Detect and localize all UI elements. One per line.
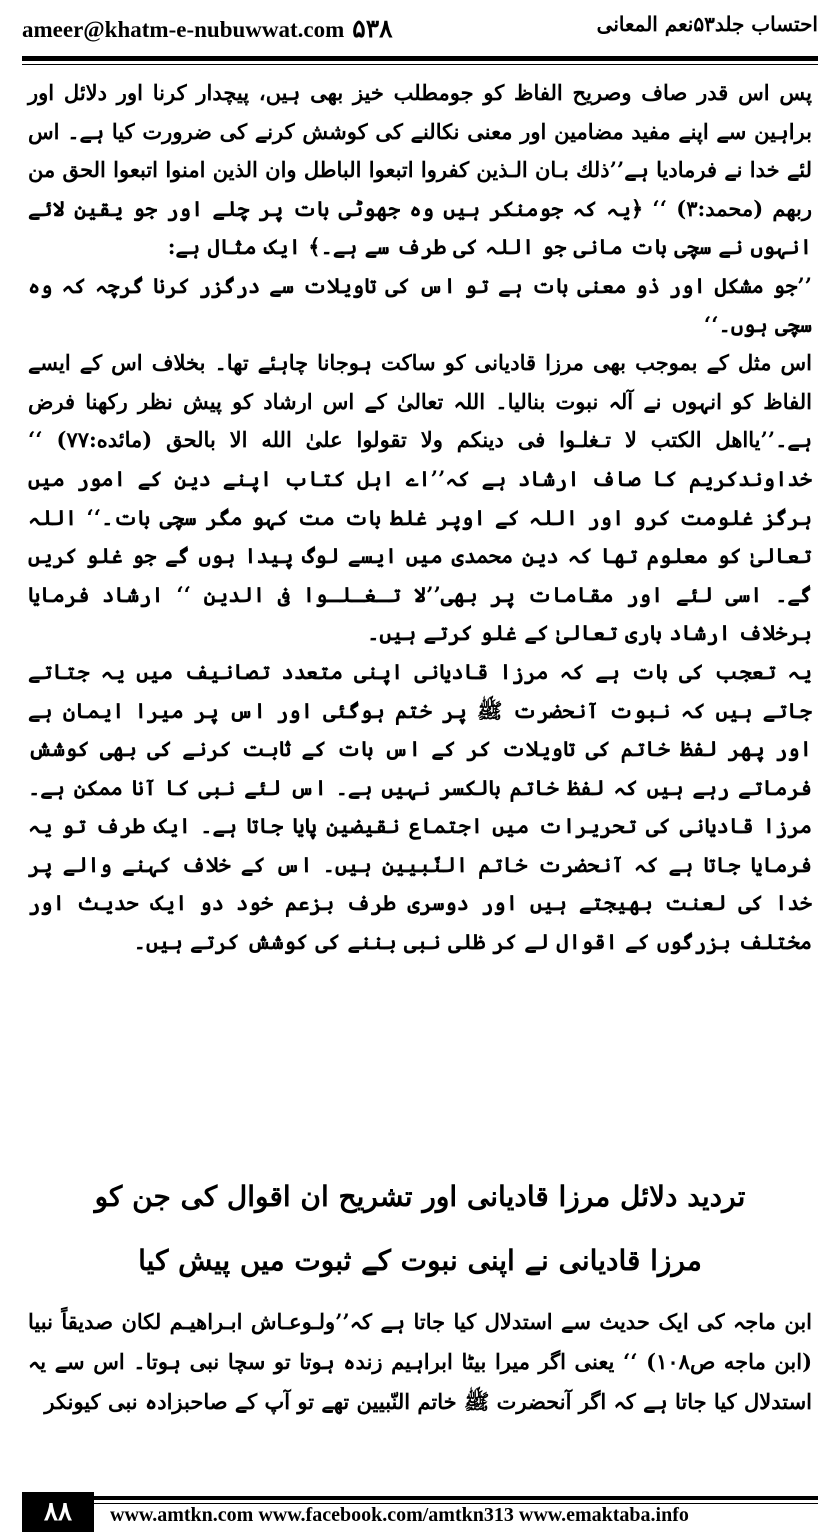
header-email[interactable]: ameer@khatm-e-nubuwwat.com xyxy=(22,17,345,42)
section-heading xyxy=(40,1165,800,1293)
body-text xyxy=(28,74,812,962)
body-paragraph-3: اس مثل کے بموجب بھی مرزا قادیانی کو ساکت ہوجانا چاہئے تھا۔ بخلاف اس کے ایسے الفاظ کو انہوں نے آلہ نبوت بنالیا۔ اللہ تعالیٰ کے اس ارشاد کو پیش نظر رکھنا فرض ہے۔’’یااهل الكتب لا تـغلـوا فی دينكم ولا تقولوا علىٰ الله الا بالحق (مائده:۷۷) ‘‘ خداوندکریم کا صاف ارشاد ہے کہ’’اے اہل کتاب اپنے دین کے امور میں ہرگز غلومت کرو اور اللہ کے اوپر غلط بات مت کہو مگر سچی بات۔‘‘ اللہ تعالیٰ کو معلوم تھا کہ دین محمدی میں ایسے لوگ پیدا ہوں گے جو غلو کریں گے۔ اسی لئے اور مقامات پر بھی’’لا تـغـلـوا فی الدين ‘‘ ارشاد فرمایا برخلاف ارشاد باری تعالیٰ کے غلو کرتے ہیں۔ xyxy=(28,350,813,646)
header-left xyxy=(22,14,393,44)
header-page-number: ۵۳۸ xyxy=(352,16,393,43)
footer-rule-thick xyxy=(22,1496,818,1500)
section-paragraph: ابن ماجہ کی ایک حدیث سے استدلال کیا جاتا ہے کہ’’ولـوعـاش ابـراهيـم لكان صديقاً نبيا (ابن ماجه ص۱۰۸) ‘‘ یعنی اگر میرا بیٹا ابراہیم زندہ ہوتا تو سچا نبی ہوتا۔ اس سے یہ استدلال کیا جاتا ہے کہ اگر آنحضرت ﷺ خاتم النّبیین تھے تو آپ کے صاحبزادہ نبی کیونکر xyxy=(28,1309,813,1414)
body-paragraph-2: ’’جو مشکل اور ذو معنی بات ہے تو اس کی تاویلات سے درگزر کرنا گرچہ کہ وہ سچی ہوں۔‘‘ xyxy=(28,272,812,337)
footer-page-number: ۸۸ xyxy=(22,1492,94,1532)
section-heading-line-2: مرزا قادیانی نے اپنی نبوت کے ثبوت میں پیش کیا xyxy=(138,1244,702,1277)
body-paragraph-1: پس اس قدر صاف وصریح الفاظ کو جومطلب خیز بھی ہیں، پیچدار کرنا اور دلائل اور براہین سے اپنے مفید مضامین اور معنی نکالنے کی کوشش کرنے کی ضرورت کیا ہے۔ اس لئے خدا نے فرمادیا ہے’’ذلك بـان الـذين كفروا اتبعوا الباطل وان الذين امنوا اتبعوا الحق من ربهم (محمد:۳) ‘‘ ﴿یہ کہ جومنکر ہیں وہ جھوٹی بات پر چلے اور جو یقین لائے انہوں نے سچی بات مانی جو اللہ کی طرف سے ہے۔﴾ ایک مثال ہے: xyxy=(28,80,813,260)
page-header xyxy=(0,0,840,58)
footer-links[interactable]: www.amtkn.com www.facebook.com/amtkn313 www.emaktaba.info xyxy=(110,1504,689,1526)
header-rule-thick xyxy=(22,56,818,61)
header-volume-title: احتساب جلد۵۳نعم المعانی xyxy=(596,12,818,36)
header-rule-thin xyxy=(22,64,818,65)
section-heading-line-1: تردید دلائل مرزا قادیانی اور تشریح ان اقوال کی جن کو xyxy=(94,1180,746,1213)
page-footer xyxy=(22,1496,818,1532)
body-paragraph-4: یہ تعجب کی بات ہے کہ مرزا قادیانی اپنی متعدد تصانیف میں یہ جتاتے جاتے ہیں کہ نبوت آنحضرت ﷺ پر ختم ہوگئی اور اس پر میرا ایمان ہے اور پھر لفظ خاتم کی تاویلات کر کے اس بات کے ثابت کرنے کی بھی کوشش فرماتے رہے ہیں کہ لفظ خاتم بالکسر نہیں ہے۔ اس لئے نبی کا آنا ممکن ہے۔ مرزا قادیانی کی تحریرات میں اجتماع نقیضین پایا جاتا ہے۔ ایک طرف تو یہ فرمایا جاتا ہے کہ آنحضرت خاتم النّبیین ہیں۔ اس کے خلاف کہنے والے پر خدا کی لعنت بھیجتے ہیں اور دوسری طرف بزعم خود دو ایک حدیث اور مختلف بزرگوں کے اقوال لے کر ظلی نبی بننے کی کوشش کرتے ہیں۔ xyxy=(28,658,812,955)
section-body xyxy=(28,1302,812,1422)
